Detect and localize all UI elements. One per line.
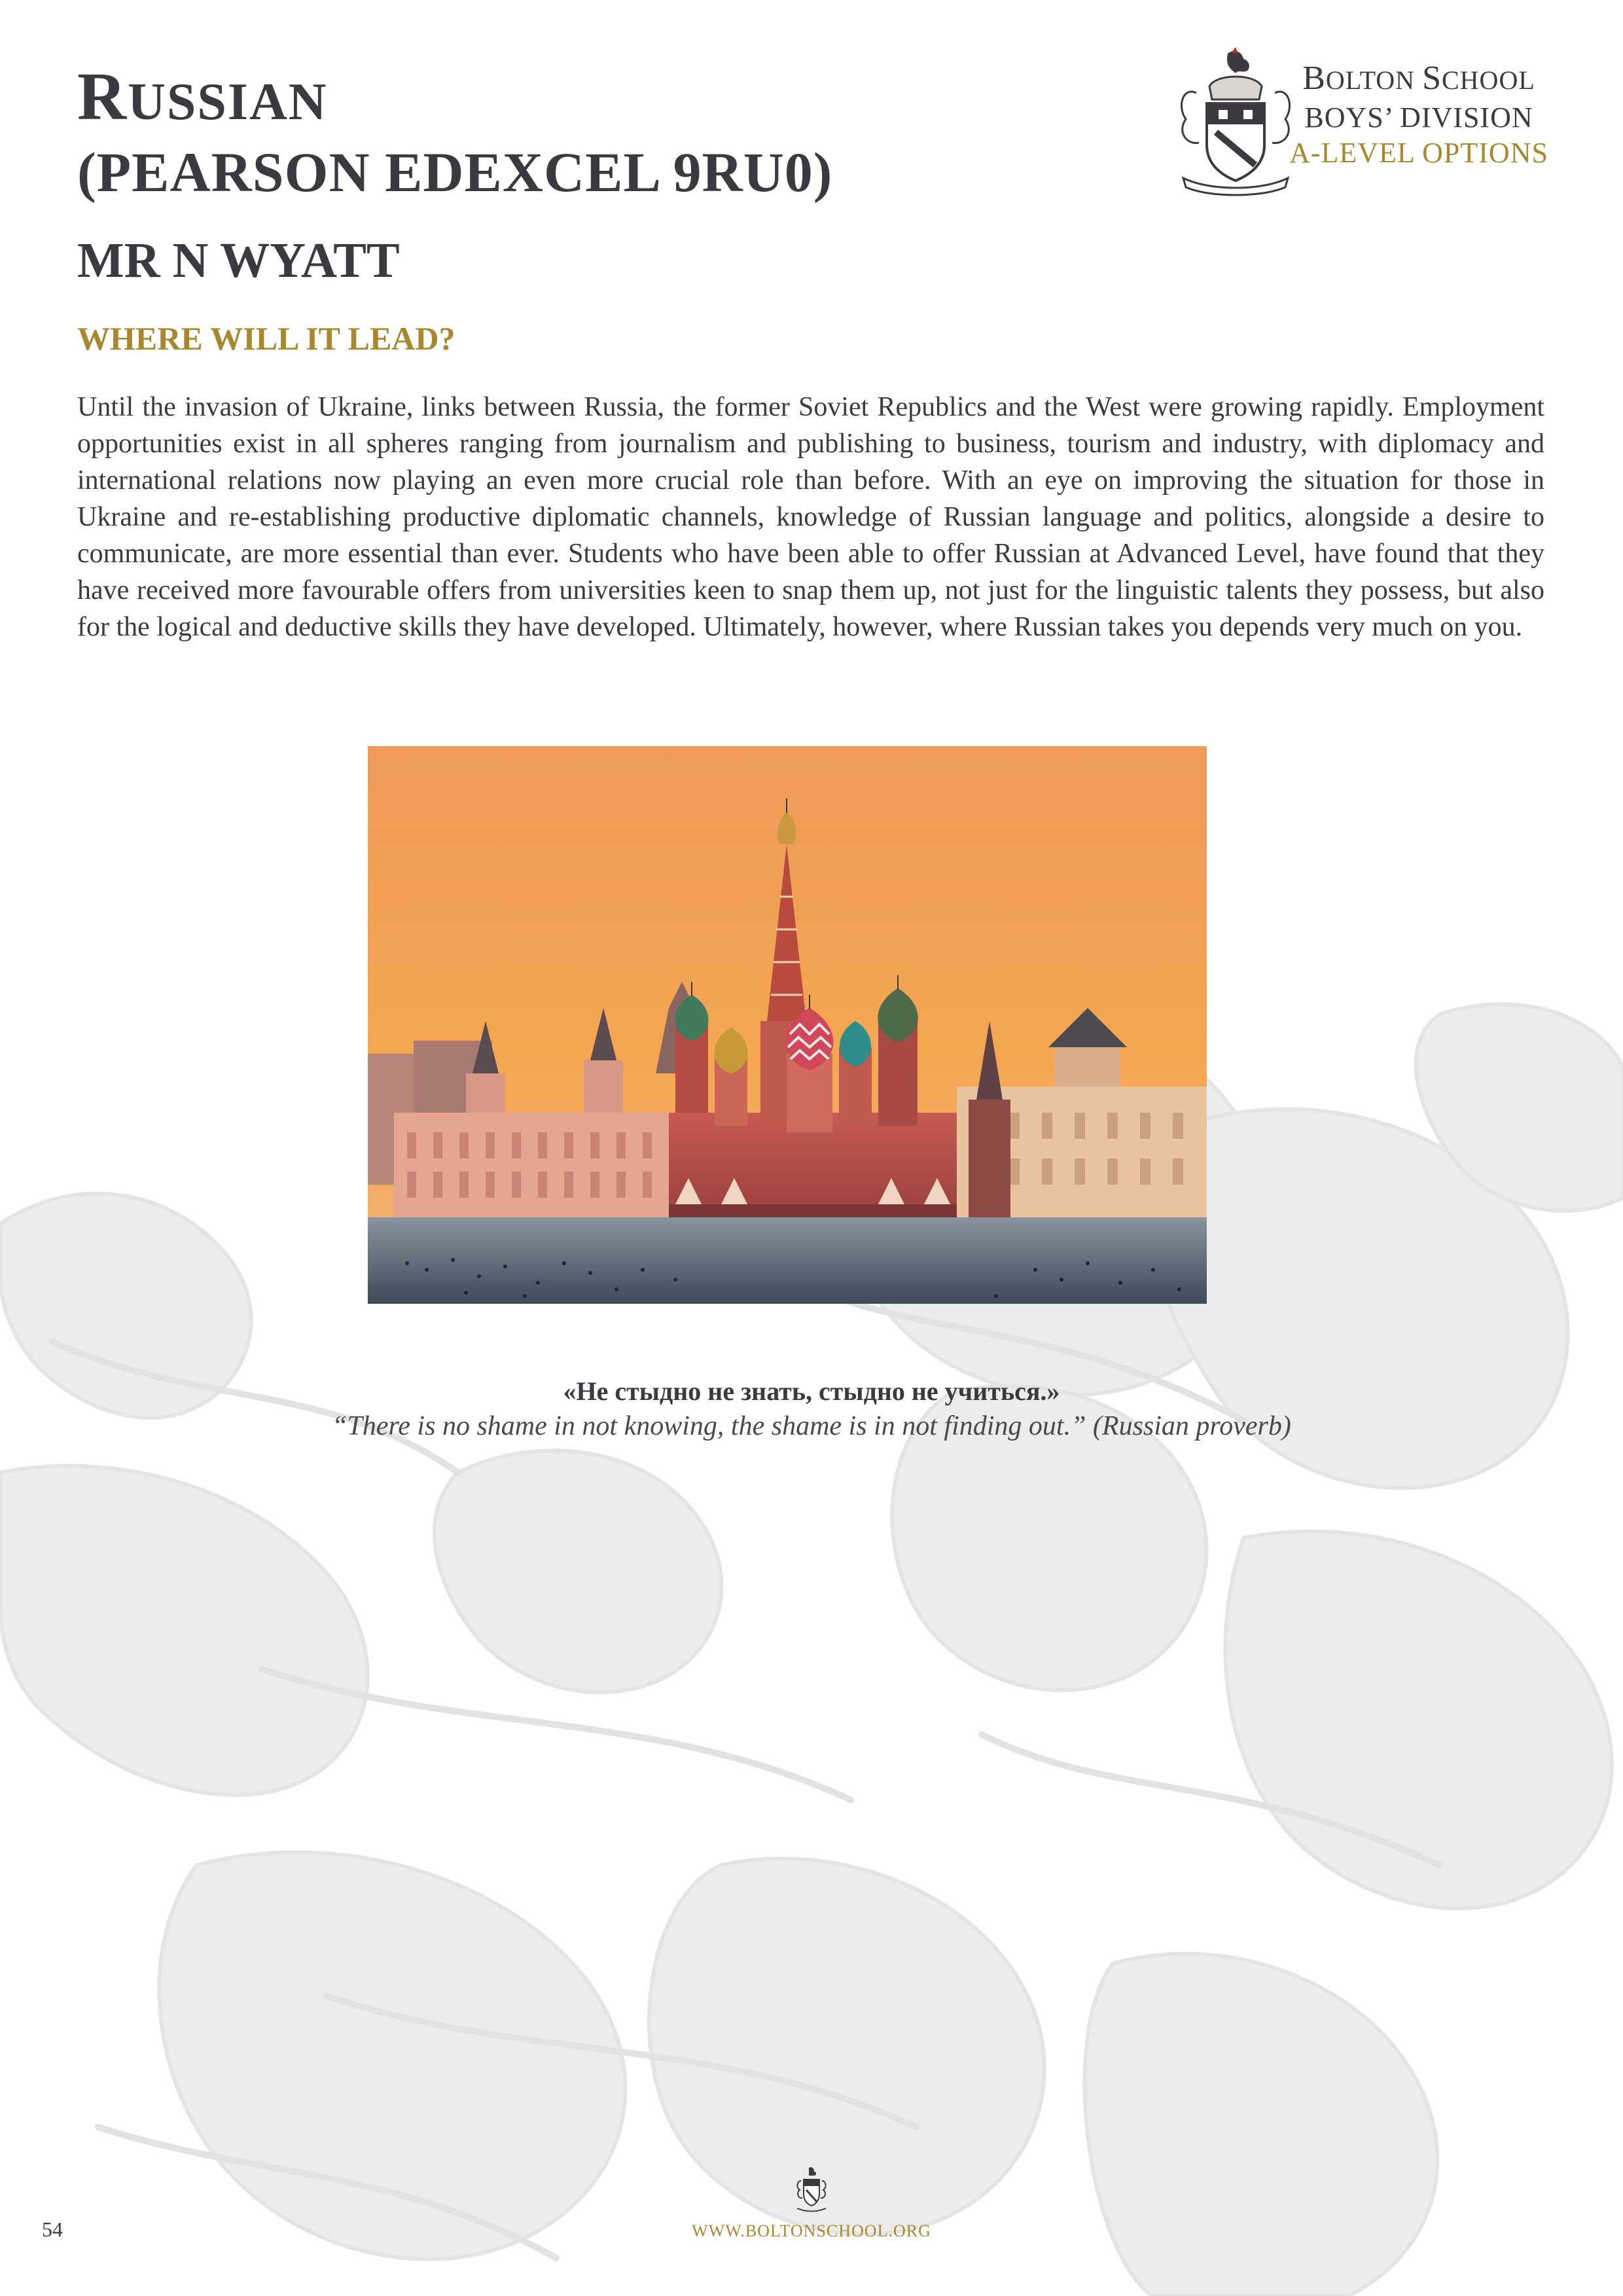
school-name — [1275, 59, 1563, 100]
school-name-initial-1: B — [1302, 60, 1326, 97]
school-name-rest-2: CHOOL — [1441, 65, 1535, 95]
website-link[interactable]: WWW.BOLTONSCHOOL.ORG — [692, 2221, 931, 2240]
footer-crest-icon — [793, 2166, 830, 2214]
section-heading: WHERE WILL IT LEAD? — [77, 320, 455, 357]
page-number: 54 — [42, 2217, 63, 2241]
school-name-initial-2: S — [1422, 60, 1442, 97]
page-title-rest: USSIAN — [128, 73, 328, 131]
proverb-russian: «Не стыдно не знать, стыдно не учиться.» — [563, 1376, 1060, 1406]
school-division: BOYS’ DIVISION — [1304, 101, 1533, 134]
page-title-initial: R — [77, 59, 128, 134]
school-name-block — [1275, 59, 1563, 171]
st-basils-cathedral-photo — [368, 746, 1207, 1304]
school-name-rest-1: OLTON — [1325, 65, 1423, 95]
proverb-english: “There is no shame in not knowing, the shame is in not finding out.” (Russian proverb) — [332, 1411, 1291, 1441]
page-subtitle: (PEARSON EDEXCEL 9RU0) — [77, 141, 833, 204]
school-document-type: A-LEVEL OPTIONS — [1289, 137, 1548, 169]
page-title — [77, 59, 328, 134]
section-body: Until the invasion of Ukraine, links between Russia, the former Soviet Republics and the West were growing rapidly. Employment opportunities exist in all spheres ranging from journalism and publishing to business, tourism and industry, with diplomacy and international relations now playing an even more crucial role than before. With an eye on improving the situation for those in Ukraine and re-establishing productive diplomatic channels, knowledge of Russian language and politics, alongside a desire to communicate, are more essential than ever. Students who have been able to offer Russian at Advanced Level, have found that they have received more favourable offers from universities keen to snap them up, not just for the linguistic talents they possess, but also for the logical and deductive skills they have developed. Ultimately, however, where Russian takes you depends very much on you. — [77, 392, 1544, 642]
teacher-name: MR N WYATT — [77, 233, 400, 288]
